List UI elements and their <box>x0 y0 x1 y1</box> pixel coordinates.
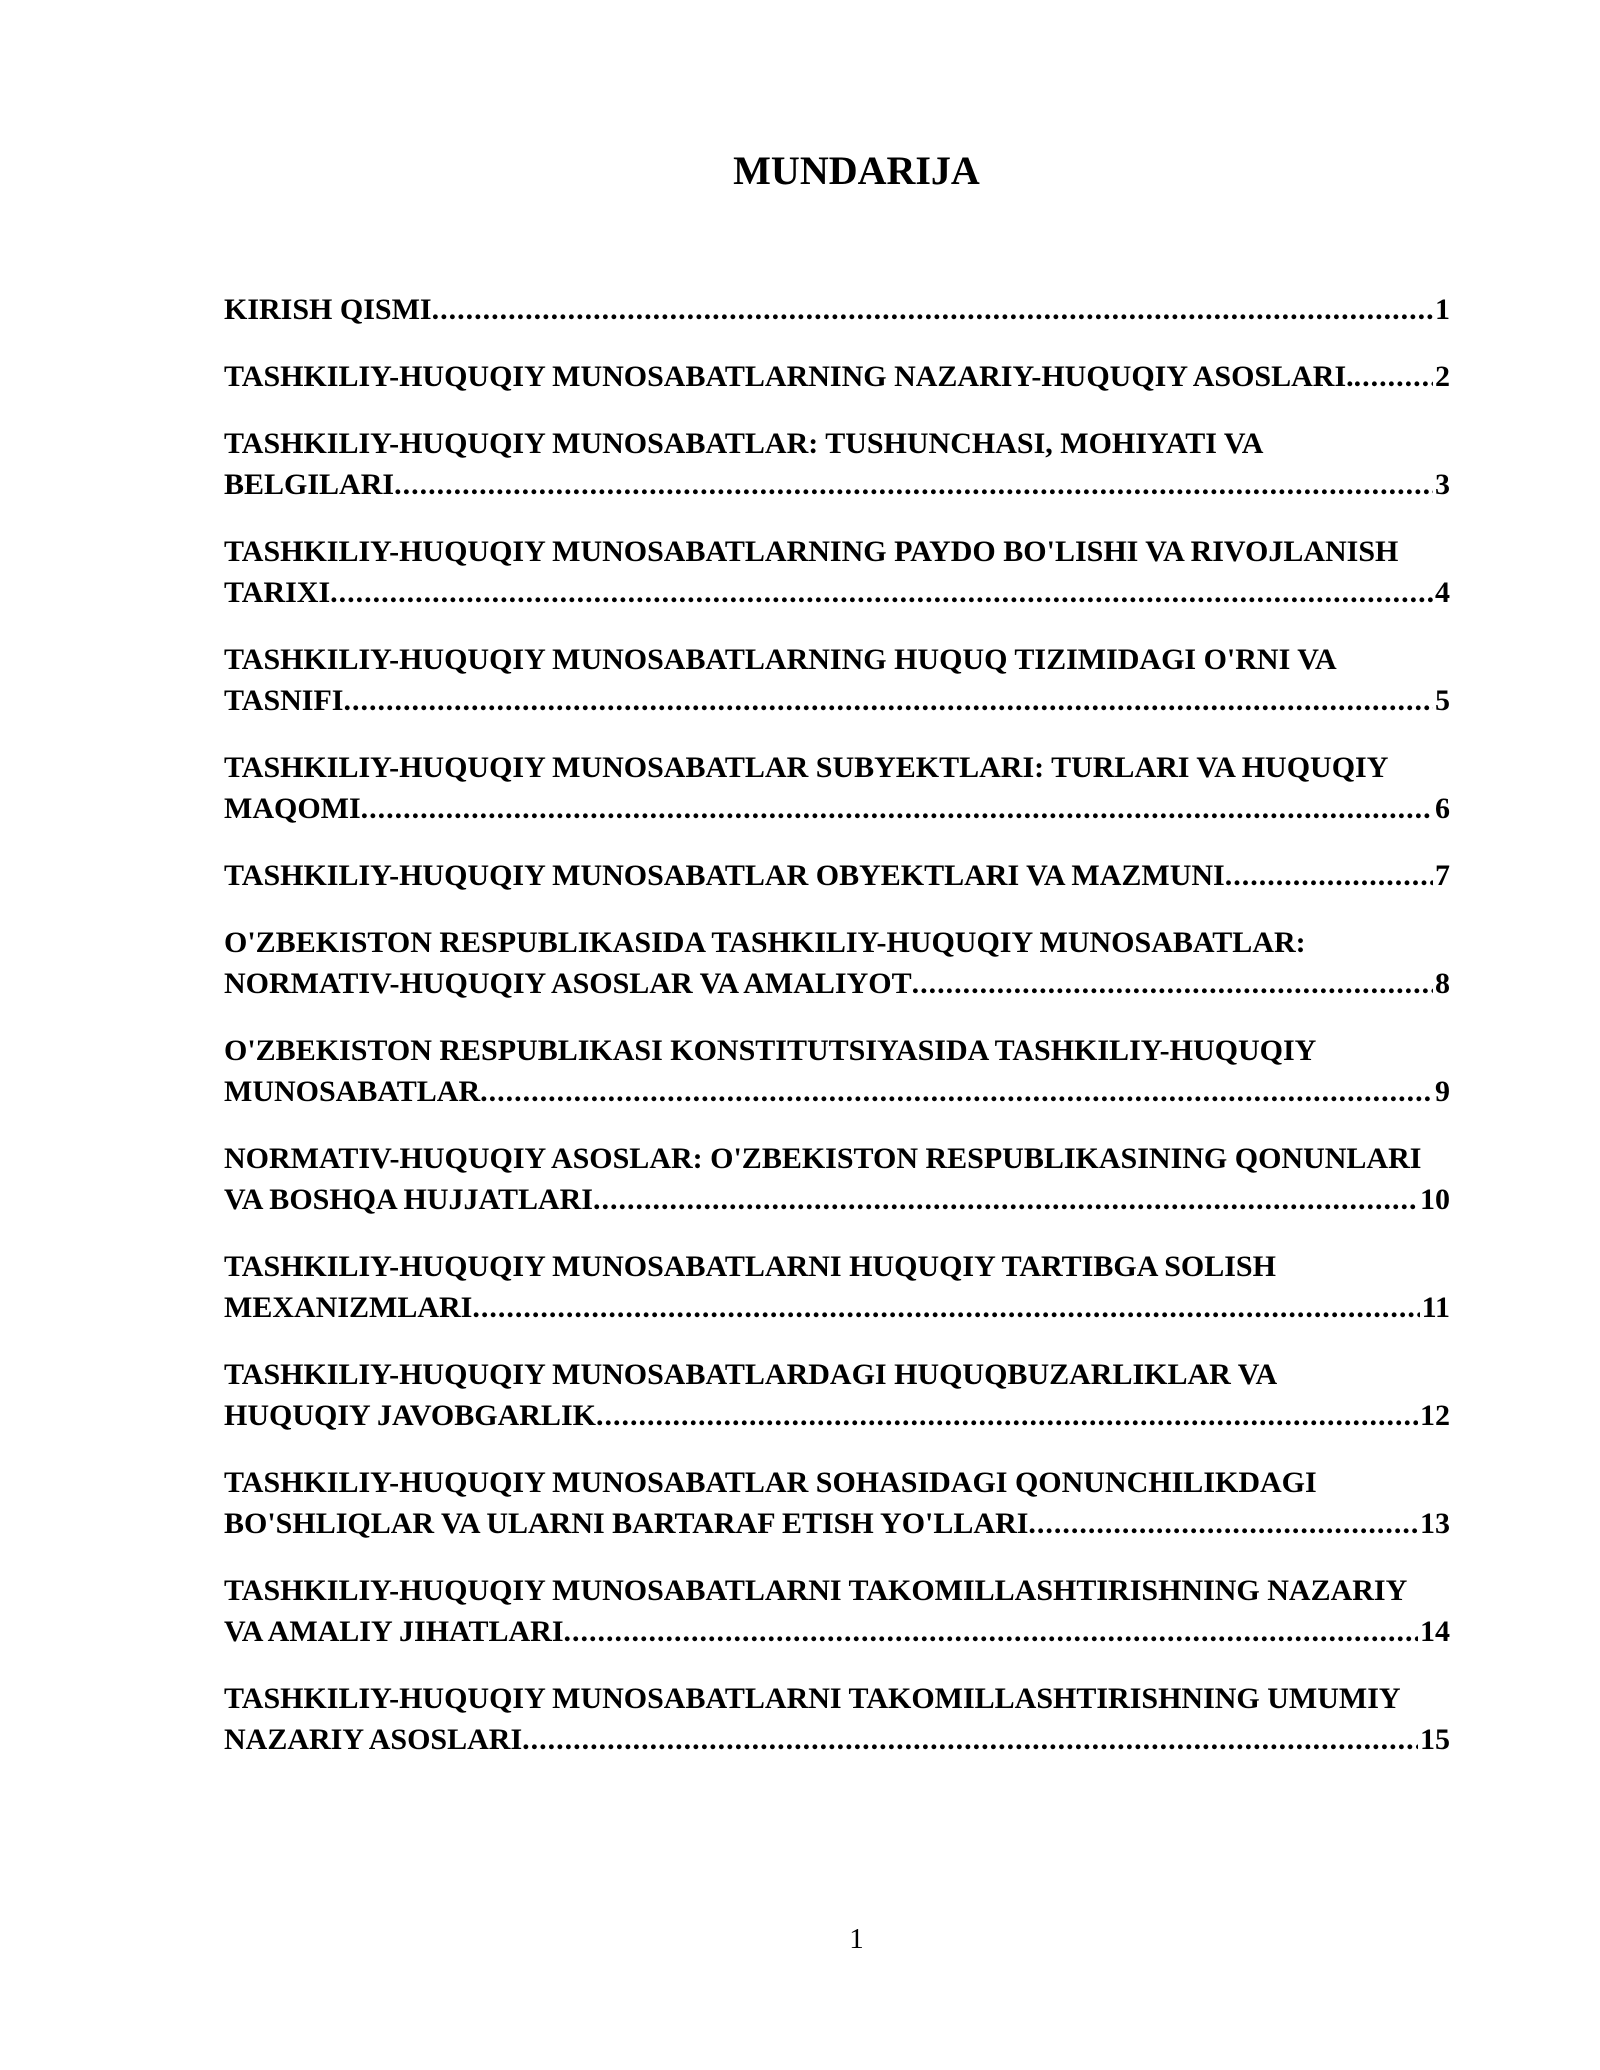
dot-leader <box>593 1179 1418 1220</box>
toc-page-number: 9 <box>1435 1075 1450 1108</box>
toc-entry-title: NORMATIV-HUQUQIY ASOSLAR VA AMALIYOT <box>224 967 912 1000</box>
toc-entry[interactable] <box>224 1246 1450 1328</box>
dot-leader <box>912 963 1433 1004</box>
toc-entry[interactable] <box>224 1030 1450 1112</box>
toc-page-number: 13 <box>1420 1507 1450 1540</box>
dot-leader <box>1354 356 1433 397</box>
toc-entry-title: VA BOSHQA HUJJATLARI <box>224 1183 593 1216</box>
toc-entry[interactable] <box>224 289 1450 330</box>
toc-page-number: 7 <box>1435 859 1450 892</box>
toc-entry[interactable] <box>224 1570 1450 1652</box>
toc-entry-title-line: TASHKILIY-HUQUQIY MUNOSABATLARNING PAYDO BO'LISHI VA RIVOJLANISH <box>224 535 1399 568</box>
toc-entry[interactable] <box>224 1138 1450 1220</box>
toc-entry-title: MAQOMI <box>224 792 361 825</box>
toc-page-number: 11 <box>1421 1291 1450 1324</box>
dot-leader <box>1028 1503 1418 1544</box>
dot-leader <box>330 572 1433 613</box>
toc-entry-leader-line <box>224 356 1450 397</box>
toc-entry-title-line: TASHKILIY-HUQUQIY MUNOSABATLARNI TAKOMILLASHTIRISHNING UMUMIY <box>224 1682 1401 1715</box>
toc-page-number: 1 <box>1435 293 1450 326</box>
toc-entry-leader-line <box>224 1503 1450 1544</box>
toc-entry-title-line: TASHKILIY-HUQUQIY MUNOSABATLARNI TAKOMILLASHTIRISHNING NAZARIY <box>224 1574 1408 1607</box>
toc-page-number: 15 <box>1420 1723 1450 1756</box>
toc-entry[interactable] <box>224 1678 1450 1760</box>
table-of-contents <box>224 289 1450 1786</box>
dot-leader <box>432 289 1433 330</box>
toc-page-number: 12 <box>1420 1399 1450 1432</box>
toc-entry-title-line: O'ZBEKISTON RESPUBLIKASIDA TASHKILIY-HUQUQIY MUNOSABATLAR: <box>224 926 1306 959</box>
toc-entry-leader-line <box>224 464 1450 505</box>
toc-entry-title: MEXANIZMLARI <box>224 1291 473 1324</box>
toc-entry-title-line: NORMATIV-HUQUQIY ASOSLAR: O'ZBEKISTON RESPUBLIKASINING QONUNLARI <box>224 1142 1422 1175</box>
toc-entry[interactable] <box>224 1462 1450 1544</box>
toc-entry-title: BELGILARI <box>224 468 395 501</box>
toc-entry[interactable] <box>224 747 1450 829</box>
toc-page-number: 10 <box>1420 1183 1450 1216</box>
toc-entry[interactable] <box>224 531 1450 613</box>
toc-entry[interactable] <box>224 922 1450 1004</box>
toc-entry-leader-line <box>224 1287 1450 1328</box>
toc-entry-title-line: TASHKILIY-HUQUQIY MUNOSABATLAR SUBYEKTLARI: TURLARI VA HUQUQIY <box>224 751 1389 784</box>
toc-entry-leader-line <box>224 1611 1450 1652</box>
dot-leader <box>522 1719 1418 1760</box>
toc-page-number: 6 <box>1435 792 1450 825</box>
toc-entry-title: TASHKILIY-HUQUQIY MUNOSABATLAR OBYEKTLARI VA MAZMUNI <box>224 859 1225 892</box>
toc-entry-title: BO'SHLIQLAR VA ULARNI BARTARAF ETISH YO'LLARI <box>224 1507 1029 1540</box>
dot-leader <box>343 680 1433 721</box>
toc-entry[interactable] <box>224 356 1450 397</box>
toc-page-number: 14 <box>1420 1615 1450 1648</box>
toc-entry-leader-line <box>224 289 1450 330</box>
dot-leader <box>564 1611 1418 1652</box>
toc-entry-title: MUNOSABATLAR <box>224 1075 481 1108</box>
toc-page-number: 3 <box>1435 468 1450 501</box>
toc-entry-leader-line <box>224 572 1450 613</box>
dot-leader <box>361 788 1433 829</box>
toc-entry-title: HUQUQIY JAVOBGARLIK <box>224 1399 596 1432</box>
dot-leader <box>596 1395 1418 1436</box>
toc-entry-title: TASNIFI <box>224 684 344 717</box>
toc-entry-leader-line <box>224 1719 1450 1760</box>
toc-entry-leader-line <box>224 1179 1450 1220</box>
toc-entry-leader-line <box>224 680 1450 721</box>
toc-entry[interactable] <box>224 423 1450 505</box>
toc-entry-leader-line <box>224 855 1450 896</box>
dot-leader <box>480 1071 1433 1112</box>
page-title: MUNDARIJA <box>733 148 980 193</box>
toc-entry-title: TARIXI <box>224 576 331 609</box>
toc-entry-title: TASHKILIY-HUQUQIY MUNOSABATLARNING NAZARIY-HUQUQIY ASOSLARI. <box>224 360 1354 393</box>
toc-entry-title: NAZARIY ASOSLARI <box>224 1723 523 1756</box>
toc-page-number: 8 <box>1435 967 1450 1000</box>
toc-entry-title-line: TASHKILIY-HUQUQIY MUNOSABATLARDAGI HUQUQBUZARLIKLAR VA <box>224 1358 1278 1391</box>
dot-leader <box>394 464 1433 505</box>
dot-leader <box>472 1287 1419 1328</box>
toc-page-number: 5 <box>1435 684 1450 717</box>
toc-entry-leader-line <box>224 1395 1450 1436</box>
toc-entry-title-line: TASHKILIY-HUQUQIY MUNOSABATLARNING HUQUQ TIZIMIDAGI O'RNI VA <box>224 643 1337 676</box>
toc-entry-title-line: O'ZBEKISTON RESPUBLIKASI KONSTITUTSIYASIDA TASHKILIY-HUQUQIY <box>224 1034 1317 1067</box>
toc-entry-title-line: TASHKILIY-HUQUQIY MUNOSABATLAR SOHASIDAGI QONUNCHILIKDAGI <box>224 1466 1317 1499</box>
toc-entry-title: VA AMALIY JIHATLARI <box>224 1615 564 1648</box>
dot-leader <box>1225 855 1433 896</box>
page-number: 1 <box>849 1923 864 1955</box>
toc-entry-title-line: TASHKILIY-HUQUQIY MUNOSABATLAR: TUSHUNCHASI, MOHIYATI VA <box>224 427 1264 460</box>
toc-entry-title: KIRISH QISMI <box>224 293 432 326</box>
toc-entry[interactable] <box>224 639 1450 721</box>
toc-entry-leader-line <box>224 788 1450 829</box>
toc-entry[interactable] <box>224 855 1450 896</box>
toc-entry-title-line: TASHKILIY-HUQUQIY MUNOSABATLARNI HUQUQIY TARTIBGA SOLISH <box>224 1250 1276 1283</box>
toc-entry[interactable] <box>224 1354 1450 1436</box>
toc-page-number: 4 <box>1435 576 1450 609</box>
toc-entry-leader-line <box>224 1071 1450 1112</box>
toc-page-number: 2 <box>1435 360 1450 393</box>
toc-entry-leader-line <box>224 963 1450 1004</box>
